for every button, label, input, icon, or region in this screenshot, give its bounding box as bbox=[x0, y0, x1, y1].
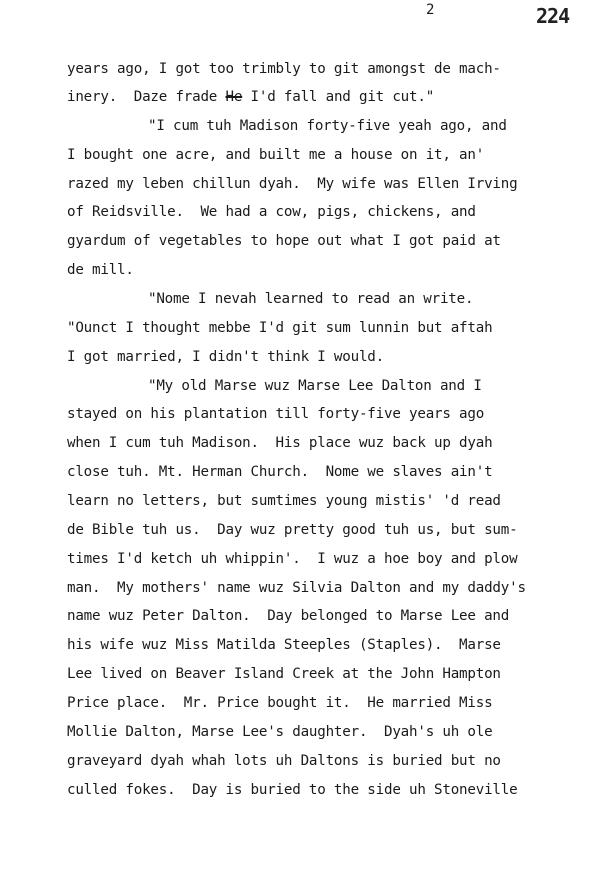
text-line: "Ounct I thought mebbe I'd git sum lunnin but aftah bbox=[67, 320, 493, 336]
text-line: his wife wuz Miss Matilda Steeples (Staples). Marse bbox=[67, 637, 501, 653]
text-line: graveyard dyah whah lots uh Daltons is buried but no bbox=[67, 753, 501, 769]
text-line: Price place. Mr. Price bought it. He married Miss bbox=[67, 695, 493, 711]
text-line: years ago, I got too trimbly to git amongst de mach- bbox=[67, 61, 501, 77]
text-fragment: I'd fall and git cut." bbox=[250, 89, 435, 105]
text-line: gyardum of vegetables to hope out what I got paid at bbox=[67, 233, 501, 249]
text-line: de Bible tuh us. Day wuz pretty good tuh us, but sum- bbox=[67, 522, 518, 538]
text-line: of Reidsville. We had a cow, pigs, chickens, and bbox=[67, 204, 476, 220]
text-line: close tuh. Mt. Herman Church. Nome we slaves ain't bbox=[67, 464, 493, 480]
paragraph-start-line: "I cum tuh Madison forty-five yeah ago, and bbox=[148, 118, 507, 134]
struck-out-word: He bbox=[225, 89, 243, 105]
text-line: when I cum tuh Madison. His place wuz back up dyah bbox=[67, 435, 493, 451]
paragraph-start-line: "Nome I nevah learned to read an write. bbox=[148, 291, 474, 307]
text-line bbox=[67, 89, 434, 105]
text-line: I got married, I didn't think I would. bbox=[67, 349, 384, 365]
text-line: man. My mothers' name wuz Silvia Dalton and my daddy's bbox=[67, 580, 526, 596]
text-line: razed my leben chillun dyah. My wife was Ellen Irving bbox=[67, 176, 518, 192]
paragraph-start-line: "My old Marse wuz Marse Lee Dalton and I bbox=[148, 378, 482, 394]
text-line: de mill. bbox=[67, 262, 134, 278]
text-line: Mollie Dalton, Marse Lee's daughter. Dyah's uh ole bbox=[67, 724, 493, 740]
text-line: culled fokes. Day is buried to the side uh Stoneville bbox=[67, 782, 518, 798]
text-fragment: inery. Daze frade bbox=[67, 89, 218, 105]
text-line: Lee lived on Beaver Island Creek at the John Hampton bbox=[67, 666, 501, 682]
archive-page-number: 224 bbox=[536, 4, 570, 28]
text-line: stayed on his plantation till forty-five years ago bbox=[67, 406, 485, 422]
text-line: times I'd ketch uh whippin'. I wuz a hoe boy and plow bbox=[67, 551, 518, 567]
text-line: name wuz Peter Dalton. Day belonged to Marse Lee and bbox=[67, 608, 510, 624]
page-number: 2 bbox=[426, 2, 435, 18]
text-line: learn no letters, but sumtimes young mistis' 'd read bbox=[67, 493, 501, 509]
text-line: I bought one acre, and built me a house on it, an' bbox=[67, 147, 485, 163]
